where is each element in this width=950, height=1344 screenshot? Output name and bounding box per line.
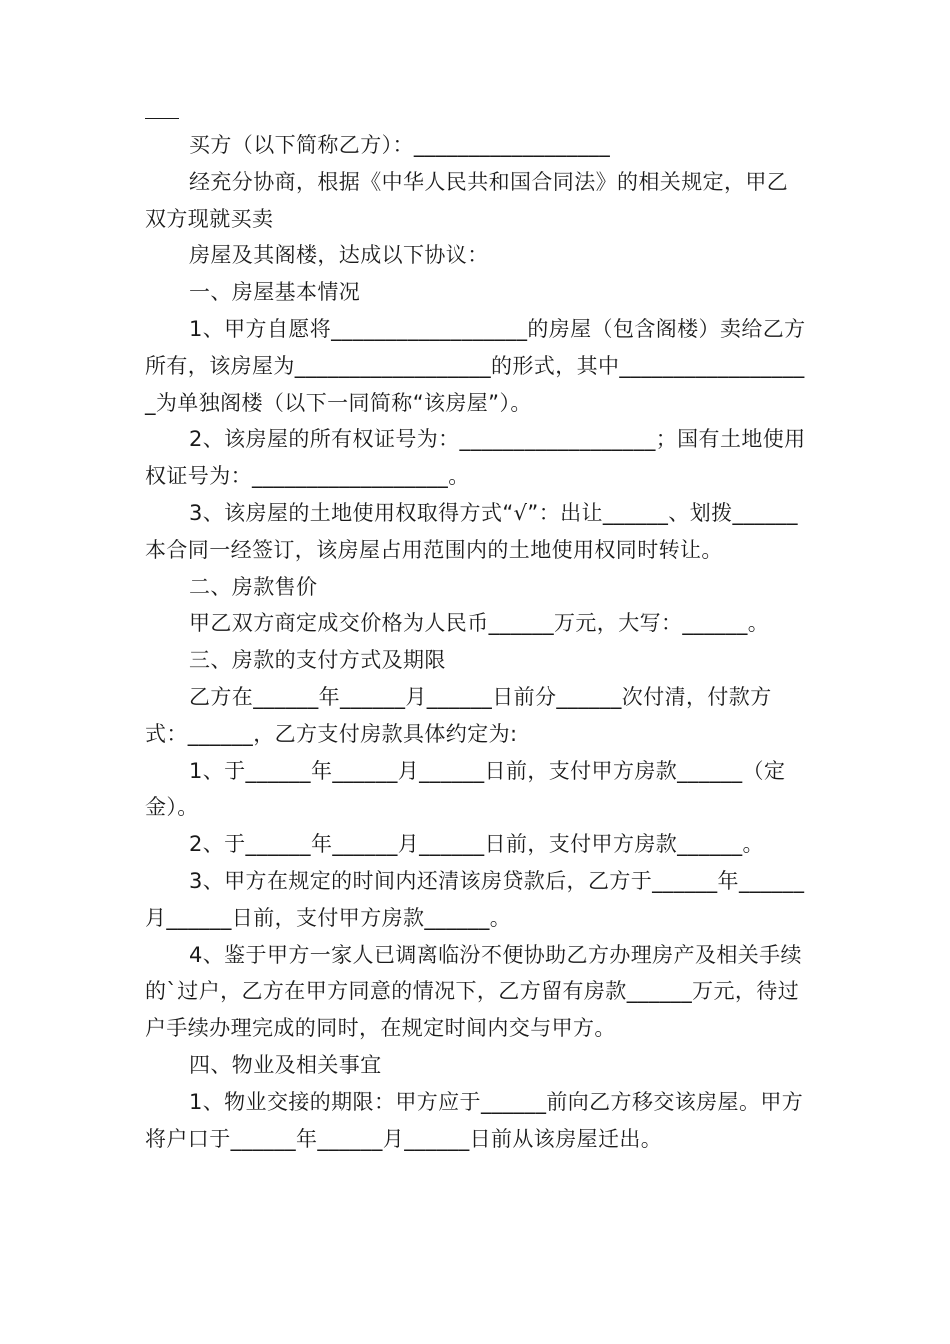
price-clause: 甲乙双方商定成交价格为人民币______万元，大写：______。 [189, 611, 770, 636]
preamble-continuation: 房屋及其阁楼，达成以下协议： [189, 243, 489, 268]
section-heading-price: 二、房款售价 [189, 574, 318, 599]
payment-clause-2: 2、于______年______月______日前，支付甲方房款______。 [189, 832, 764, 857]
clause-1-1: 1、甲方自愿将__________________的房屋（包含阁楼）卖给乙方所有，该房屋为__________________的形式，其中__________________为单独阁楼（以下一同简称“该房屋”）。 [145, 316, 806, 415]
buyer-line: 买方（以下简称乙方）：__________________ [189, 133, 611, 157]
property-clause-1: 1、物业交接的期限：甲方应于______前向乙方移交该房屋。甲方将户口于______年______月______日前从该房屋迁出。 [145, 1089, 804, 1151]
section-heading-house-info: 一、房屋基本情况 [189, 280, 361, 305]
preamble-paragraph: 经充分协商，根据《中华人民共和国合同法》的相关规定，甲乙双方现就买卖 [145, 169, 789, 231]
continuation-line [145, 118, 179, 119]
payment-clause-1: 1、于______年______月______日前，支付甲方房款______（定金）。 [145, 758, 786, 820]
payment-clause-4: 4、鉴于甲方一家人已调离临汾不便协助乙方办理房产及相关手续的`过户，乙方在甲方同意的情况下，乙方留有房款______万元，待过户手续办理完成的同时，在规定时间内交与甲方。 [145, 942, 802, 1041]
payment-clause-3: 3、甲方在规定的时间内还清该房贷款后，乙方于______年______月______日前，支付甲方房款______。 [145, 868, 805, 930]
clause-1-3: 3、该房屋的土地使用权取得方式“√”：出让______、划拨______本合同一经签订，该房屋占用范围内的土地使用权同时转让。 [145, 500, 798, 562]
document-page [145, 118, 807, 1157]
section-heading-property: 四、物业及相关事宜 [189, 1052, 382, 1077]
clause-1-2: 2、该房屋的所有权证号为：__________________；国有土地使用权证号为：__________________。 [145, 427, 806, 489]
payment-overview: 乙方在______年______月______日前分______次付清，付款方式：______，乙方支付房款具体约定为: [145, 684, 772, 746]
section-heading-payment: 三、房款的支付方式及期限 [189, 648, 446, 673]
